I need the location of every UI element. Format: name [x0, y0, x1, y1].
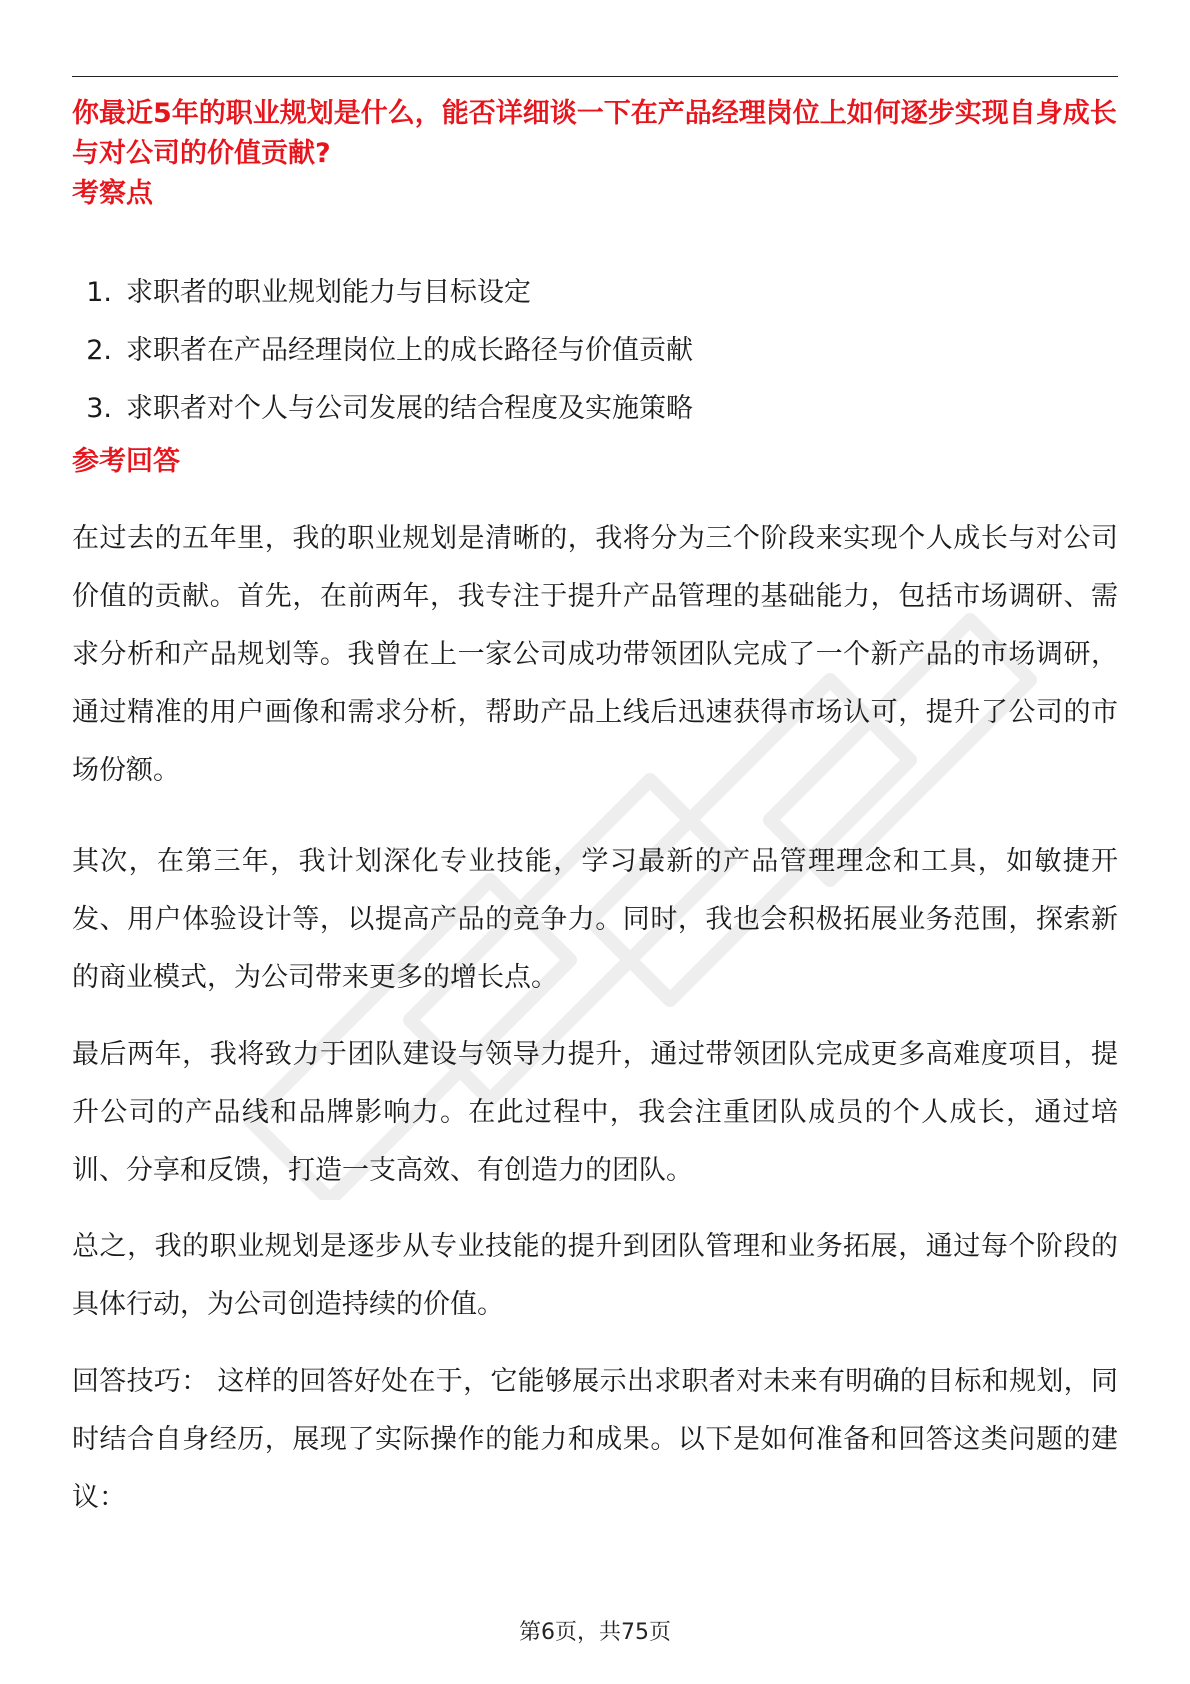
- list-number: 3.: [86, 393, 112, 424]
- answer-paragraph: 总之，我的职业规划是逐步从专业技能的提升到团队管理和业务拓展，通过每个阶段的具体行动，为公司创造持续的价值。: [72, 1231, 1118, 1320]
- answer-paragraph: 其次，在第三年，我计划深化专业技能，学习最新的产品管理理念和工具，如敏捷开发、用户体验设计等，以提高产品的竞争力。同时，我也会积极拓展业务范围，探索新的商业模式，为公司带来更多的增长点。: [72, 846, 1118, 993]
- list-item: [72, 264, 1118, 322]
- list-item: [72, 380, 1118, 438]
- list-text: 求职者在产品经理岗位上的成长路径与价值贡献: [126, 335, 693, 366]
- list-item: [72, 322, 1118, 380]
- page-number: 第6页，共75页: [519, 1620, 671, 1645]
- list-number: 1.: [86, 277, 112, 308]
- answer-section-title: 参考回答: [72, 446, 180, 477]
- list-text: 求职者对个人与公司发展的结合程度及实施策略: [126, 393, 693, 424]
- answer-paragraph: 最后两年，我将致力于团队建设与领导力提升，通过带领团队完成更多高难度项目，提升公司的产品线和品牌影响力。在此过程中，我会注重团队成员的个人成长，通过培训、分享和反馈，打造一支高效、有创造力的团队。: [72, 1039, 1118, 1186]
- list-text: 求职者的职业规划能力与目标设定: [126, 277, 531, 308]
- answer-paragraph: 在过去的五年里，我的职业规划是清晰的，我将分为三个阶段来实现个人成长与对公司价值的贡献。首先，在前两年，我专注于提升产品管理的基础能力，包括市场调研、需求分析和产品规划等。我曾在上一家公司成功带领团队完成了一个新产品的市场调研，通过精准的用户画像和需求分析，帮助产品上线后迅速获得市场认可，提升了公司的市场份额。: [72, 523, 1118, 786]
- tips-paragraph: 回答技巧： 这样的回答好处在于，它能够展示出求职者对未来有明确的目标和规划，同时结合自身经历，展现了实际操作的能力和成果。以下是如何准备和回答这类问题的建议：: [72, 1366, 1118, 1513]
- top-divider: [72, 76, 1118, 77]
- examine-points-list: [72, 264, 1118, 438]
- examine-section-title: 考察点: [72, 178, 153, 209]
- question-heading: 你最近5年的职业规划是什么，能否详细谈一下在产品经理岗位上如何逐步实现自身成长与对公司的价值贡献?: [72, 98, 1117, 169]
- list-number: 2.: [86, 335, 112, 366]
